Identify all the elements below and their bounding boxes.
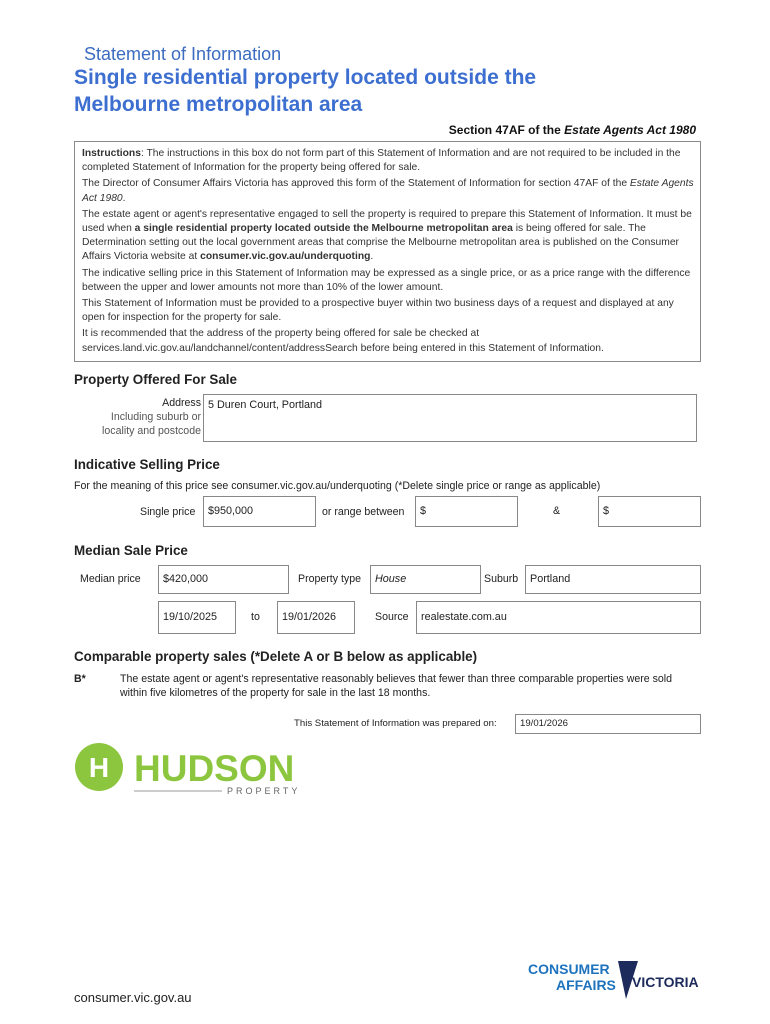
period-to-label: to <box>251 611 260 623</box>
address-label <box>74 396 201 438</box>
instructions-p5: This Statement of Information must be provided to a prospective buyer within two business days of a request and displayed at any open for inspection for the property for sale. <box>82 298 674 324</box>
instructions-p2-end: . <box>122 192 126 204</box>
comparable-statement: The estate agent or agent's representative reasonably believes that fewer than three comparable properties were sold within five kilometres of the property for sale in the last 18 months. <box>120 673 673 699</box>
range-label: or range between <box>322 506 405 518</box>
section-reference <box>449 123 696 137</box>
instructions-bold: Instructions <box>82 148 141 159</box>
suburb-label: Suburb <box>484 573 519 585</box>
hudson-property-logo <box>74 743 334 803</box>
instructions-p3 <box>82 208 696 265</box>
period-to-field[interactable]: 19/01/2026 <box>277 601 355 634</box>
instructions-p3-end: . <box>370 251 374 263</box>
hudson-logo-name: HUDSON <box>134 748 295 789</box>
instructions-p1 <box>82 147 696 175</box>
underquoting-link[interactable]: consumer.vic.gov.au/underquoting <box>200 251 371 263</box>
source-label: Source <box>375 611 409 623</box>
section-act: Estate Agents Act 1980 <box>564 123 696 137</box>
range-low-field[interactable]: $ <box>415 496 518 527</box>
cav-logo-consumer: CONSUMER <box>528 961 610 977</box>
median-price-field[interactable]: $420,000 <box>158 565 289 594</box>
cav-logo-affairs: AFFAIRS <box>556 977 616 993</box>
instructions-p4: The indicative selling price in this Statement of Information may be expressed as a single price, or as a price range with the difference between the upper and lower amounts not more than 10% of the lower amount. <box>82 267 691 293</box>
median-price-label: Median price <box>80 573 141 585</box>
property-type-field[interactable]: House <box>370 565 481 594</box>
page-title <box>74 64 694 118</box>
cav-logo-victoria: VICTORIA <box>632 974 699 990</box>
suburb-field[interactable]: Portland <box>525 565 701 594</box>
indicative-note: For the meaning of this price see consumer.vic.gov.au/underquoting (*Delete single price or range as applicable) <box>74 480 601 492</box>
property-type-label: Property type <box>298 573 362 585</box>
single-price-field[interactable]: $950,000 <box>203 496 316 527</box>
comparable-heading: Comparable property sales (*Delete A or B below as applicable) <box>74 649 478 664</box>
section-prefix: Section 47AF of the <box>448 123 565 137</box>
address-label-line3: locality and postcode <box>102 425 201 437</box>
instructions-p3-text: The estate agent or agent's representative engaged to sell the property is required to prepare this Statement of Information. It must be used when <box>82 208 692 235</box>
hudson-logo-graphic <box>74 743 334 803</box>
instructions-p2 <box>82 177 696 205</box>
title-line-1: Single residential property located outside the <box>74 66 537 89</box>
address-label-line2: Including suburb or <box>110 411 201 423</box>
instructions-p1-text: : The instructions in this box do not form part of this Statement of Information and are not required to be included in the completed Statement of Information for the property being offered for sale. <box>82 148 681 174</box>
option-b-marker: B* <box>74 673 86 685</box>
prepared-label: This Statement of Information was prepared on: <box>294 718 497 729</box>
prepared-date-field[interactable]: 19/01/2026 <box>515 714 701 734</box>
instructions-p3-text-b: is being offered for sale. The Determination setting out the local government areas that comprise the Melbourne metropolitan area is published on the Consumer Affairs Victoria website at <box>82 223 679 263</box>
range-and-symbol: & <box>553 505 561 517</box>
source-field[interactable]: realestate.com.au <box>416 601 701 634</box>
instructions-p2-text: The Director of Consumer Affairs Victoria has approved this form of the Statement of Information for section 47AF of the <box>82 178 630 190</box>
consumer-affairs-victoria-logo <box>526 957 706 1007</box>
statement-label: Statement of Information <box>84 44 282 64</box>
single-price-label: Single price <box>140 506 196 518</box>
title-line-2: Melbourne metropolitan area <box>74 93 363 116</box>
hudson-logo-letter: H <box>88 752 110 783</box>
indicative-heading: Indicative Selling Price <box>74 457 220 472</box>
instructions-box <box>74 141 701 362</box>
period-from-field[interactable]: 19/10/2025 <box>158 601 236 634</box>
median-heading: Median Sale Price <box>74 543 188 558</box>
address-label-line1: Address <box>162 397 201 409</box>
property-heading: Property Offered For Sale <box>74 372 237 387</box>
address-field[interactable]: 5 Duren Court, Portland <box>203 394 697 442</box>
instructions-p2-act: Estate Agents Act 1980 <box>82 178 694 204</box>
hudson-logo-sub: PROPERTY <box>227 786 301 796</box>
instructions-p6: It is recommended that the address of the property being offered for sale be checked at services.land.vic.gov.au/landchannel/content/addressSearch before being entered in this Statement of Information. <box>82 328 604 354</box>
range-high-field[interactable]: $ <box>598 496 701 527</box>
footer-url[interactable]: consumer.vic.gov.au <box>74 990 192 1005</box>
instructions-p3-bold: a single residential property located outside the Melbourne metropolitan area <box>134 223 513 235</box>
cav-logo-graphic <box>526 957 706 1007</box>
